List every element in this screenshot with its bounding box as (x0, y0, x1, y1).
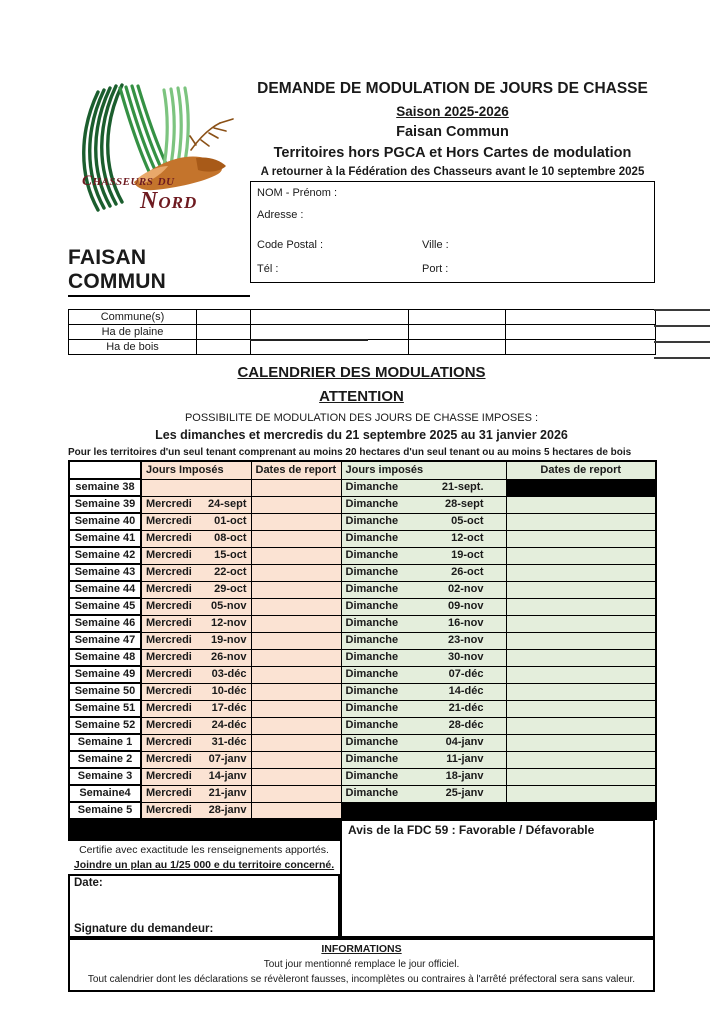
address-field-label: Adresse : (257, 209, 304, 221)
calendar-header-row (69, 461, 656, 479)
imposed-wednesday-cell (141, 513, 251, 530)
information-line-2: Tout calendrier dont les déclarations se révèleront fausses, incomplètes ou contraires à l'arrêté préfectoral sera sans valeur. (87, 974, 636, 985)
contact-box (250, 181, 655, 283)
table-row (69, 310, 656, 325)
day-date: 02-nov (448, 583, 484, 595)
calendar-row (69, 513, 656, 530)
calendar-table (68, 460, 657, 820)
calendar-row (69, 615, 656, 632)
date-signature-box (68, 874, 340, 938)
commune-cell (409, 310, 506, 325)
imposed-sunday-cell (341, 598, 506, 615)
report-sunday-cell (506, 564, 656, 581)
day-name: Dimanche (345, 736, 399, 748)
commune-cell (197, 310, 251, 325)
calendar-row (69, 649, 656, 666)
day-name: Dimanche (345, 549, 399, 561)
imposed-wednesday-cell (141, 700, 251, 717)
imposed-wednesday-cell (141, 581, 251, 598)
calendar-row (69, 547, 656, 564)
imposed-wednesday-cell (141, 547, 251, 564)
day-name: Dimanche (345, 787, 399, 799)
species-subtitle: Faisan Commun (396, 124, 509, 140)
possibility-line: POSSIBILITE DE MODULATION DES JOURS DE CHASSE IMPOSES : (184, 412, 539, 424)
imposed-days-header-sun: Jours imposés (341, 461, 506, 479)
day-name: Dimanche (345, 600, 399, 612)
report-sunday-cell (506, 751, 656, 768)
calendar-row (69, 768, 656, 785)
calendar-body (69, 479, 656, 819)
calendar-row (69, 530, 656, 547)
report-sunday-cell (506, 547, 656, 564)
logo-text-line1: Chasseurs du (82, 173, 175, 189)
imposed-wednesday-cell (141, 768, 251, 785)
report-wednesday-cell (251, 700, 341, 717)
week-cell: Semaine4 (69, 785, 141, 802)
calendar-row (69, 479, 656, 496)
report-sunday-cell (506, 581, 656, 598)
day-date: 09-nov (448, 600, 484, 612)
day-date: 22-oct (214, 566, 247, 578)
imposed-sunday-cell (341, 632, 506, 649)
report-sunday-cell (506, 785, 656, 802)
report-wednesday-cell (251, 734, 341, 751)
imposed-wednesday-cell (141, 564, 251, 581)
name-field-label: NOM - Prénom : (257, 187, 338, 199)
day-date: 07-déc (448, 668, 484, 680)
commune-cell (506, 310, 656, 325)
imposed-sunday-cell (341, 683, 506, 700)
day-name: Dimanche (345, 532, 399, 544)
day-name: Mercredi (146, 515, 192, 527)
day-name: Dimanche (345, 498, 399, 510)
report-wednesday-cell (251, 615, 341, 632)
table-row (69, 340, 656, 355)
day-date: 15-oct (214, 549, 247, 561)
signature-label: Signature du demandeur: (74, 923, 214, 935)
day-date: 19-oct (451, 549, 484, 561)
day-date: 14-déc (448, 685, 484, 697)
report-wednesday-cell (251, 632, 341, 649)
ha-bois-row-label: Ha de bois (69, 340, 197, 355)
day-name: Dimanche (345, 702, 399, 714)
imposed-sunday-cell (341, 513, 506, 530)
day-date: 08-oct (214, 532, 247, 544)
day-date: 24-déc (211, 719, 247, 731)
bottom-section (68, 820, 655, 938)
territory-subtitle: Territoires hors PGCA et Hors Cartes de modulation (273, 145, 632, 161)
return-note: A retourner à la Fédération des Chasseurs avant le 10 septembre 2025 (260, 166, 645, 178)
day-name: Dimanche (345, 770, 399, 782)
day-name: Dimanche (345, 719, 399, 731)
day-date: 25-janv (445, 787, 484, 799)
report-wednesday-cell (251, 768, 341, 785)
ha-bois-cell (506, 340, 656, 355)
day-date: 30-nov (448, 651, 484, 663)
season-subtitle: Saison 2025-2026 (396, 104, 509, 119)
join-plan-statement: Joindre un plan au 1/25 000 e du territoire concerné. (73, 859, 335, 871)
informations-title: INFORMATIONS (321, 943, 402, 955)
report-wednesday-cell (251, 751, 341, 768)
scan-line-artifact (654, 325, 710, 327)
day-name: Dimanche (345, 634, 399, 646)
week-cell: Semaine 2 (69, 751, 141, 768)
report-sunday-cell (506, 496, 656, 513)
day-name: Dimanche (345, 566, 399, 578)
week-cell: Semaine 51 (69, 700, 141, 717)
day-name: Mercredi (146, 685, 192, 697)
day-date: 18-janv (445, 770, 484, 782)
day-name: Dimanche (345, 685, 399, 697)
imposed-wednesday-cell (141, 734, 251, 751)
ha-plaine-row-label: Ha de plaine (69, 325, 197, 340)
calendar-row (69, 717, 656, 734)
day-date: 21-sept. (441, 481, 484, 493)
report-wednesday-cell (251, 598, 341, 615)
day-name: Mercredi (146, 719, 192, 731)
imposed-sunday-cell (341, 751, 506, 768)
document-title: DEMANDE DE MODULATION DE JOURS DE CHASSE (257, 80, 648, 97)
imposed-sunday-cell (341, 479, 506, 496)
day-name: Dimanche (345, 668, 399, 680)
day-date: 24-sept (207, 498, 247, 510)
informations-box (68, 938, 655, 992)
day-date: 01-oct (214, 515, 247, 527)
week-cell: Semaine 3 (69, 768, 141, 785)
condition-line: Pour les territoires d'un seul tenant comprenant au moins 20 hectares d'un seul tenant ou au moins 5 hectares de bois (68, 447, 632, 458)
week-cell: Semaine 40 (69, 513, 141, 530)
ha-plaine-cell (506, 325, 656, 340)
week-cell: Semaine 49 (69, 666, 141, 683)
calendar-row (69, 802, 656, 819)
day-date: 23-nov (448, 634, 484, 646)
day-date: 17-déc (211, 702, 247, 714)
imposed-sunday-cell (341, 768, 506, 785)
report-wednesday-cell (251, 564, 341, 581)
imposed-sunday-cell (341, 581, 506, 598)
scan-line-artifact (654, 309, 710, 311)
report-wednesday-cell (251, 547, 341, 564)
report-sunday-cell (506, 768, 656, 785)
day-date: 21-déc (448, 702, 484, 714)
imposed-wednesday-cell (141, 479, 251, 496)
week-cell: semaine 38 (69, 479, 141, 496)
postal-code-field-label: Code Postal : (257, 239, 324, 251)
report-wednesday-cell (251, 649, 341, 666)
header (68, 78, 655, 297)
report-wednesday-cell (251, 683, 341, 700)
scan-line-artifact (654, 357, 710, 359)
day-date: 31-déc (211, 736, 247, 748)
imposed-wednesday-cell (141, 615, 251, 632)
report-wednesday-cell (251, 513, 341, 530)
day-date: 16-nov (448, 617, 484, 629)
imposed-sunday-cell (341, 564, 506, 581)
report-wednesday-cell (251, 496, 341, 513)
fdc-opinion-text: Avis de la FDC 59 : Favorable / Défavorable (348, 823, 595, 837)
territory-table (68, 309, 656, 355)
week-cell: Semaine 50 (69, 683, 141, 700)
report-wednesday-cell (251, 717, 341, 734)
week-cell: Semaine 48 (69, 649, 141, 666)
report-sunday-cell (506, 479, 656, 496)
imposed-wednesday-cell (141, 649, 251, 666)
day-date: 03-déc (211, 668, 247, 680)
day-name: Mercredi (146, 498, 192, 510)
week-cell: Semaine 47 (69, 632, 141, 649)
report-sunday-cell (506, 530, 656, 547)
imposed-sunday-cell (341, 785, 506, 802)
report-wednesday-cell (251, 581, 341, 598)
report-sunday-cell (506, 717, 656, 734)
day-date: 12-oct (451, 532, 484, 544)
report-sunday-cell (506, 683, 656, 700)
week-cell: Semaine 46 (69, 615, 141, 632)
imposed-sunday-cell (341, 547, 506, 564)
week-cell: Semaine 39 (69, 496, 141, 513)
report-sunday-cell (506, 632, 656, 649)
day-name: Dimanche (345, 481, 399, 493)
day-name: Mercredi (146, 736, 192, 748)
calendar-row (69, 598, 656, 615)
calendar-title: CALENDRIER DES MODULATIONS (237, 364, 486, 381)
day-name: Dimanche (345, 617, 399, 629)
day-name: Mercredi (146, 532, 192, 544)
day-name: Mercredi (146, 617, 192, 629)
imposed-sunday-cell (341, 496, 506, 513)
report-wednesday-cell (251, 666, 341, 683)
day-name: Dimanche (345, 515, 399, 527)
imposed-sunday-cell (341, 649, 506, 666)
city-field-label: Ville : (422, 239, 449, 251)
day-date: 05-nov (211, 600, 247, 612)
calendar-row (69, 683, 656, 700)
day-date: 28-déc (448, 719, 484, 731)
day-name: Mercredi (146, 770, 192, 782)
imposed-wednesday-cell (141, 717, 251, 734)
calendar-row (69, 751, 656, 768)
ha-bois-cell (409, 340, 506, 355)
day-date: 29-oct (214, 583, 247, 595)
day-date: 05-oct (451, 515, 484, 527)
week-column-header (69, 461, 141, 479)
day-date: 14-janv (208, 770, 247, 782)
imposed-wednesday-cell (141, 802, 251, 819)
logo-text-line2: Nord (140, 188, 198, 214)
phone-field-label: Tél : (257, 263, 279, 275)
imposed-wednesday-cell (141, 530, 251, 547)
report-sunday-cell (506, 734, 656, 751)
day-date: 04-janv (445, 736, 484, 748)
report-wednesday-cell (251, 530, 341, 547)
mobile-field-label: Port : (422, 263, 449, 275)
imposed-sunday-cell (341, 734, 506, 751)
day-date: 12-nov (211, 617, 247, 629)
report-dates-header-sun: Dates de report (506, 461, 656, 479)
imposed-sunday-cell (341, 666, 506, 683)
day-date: 19-nov (211, 634, 247, 646)
report-sunday-cell (506, 649, 656, 666)
calendar-row (69, 666, 656, 683)
imposed-sunday-cell (341, 615, 506, 632)
calendar-row (69, 700, 656, 717)
day-name: Dimanche (345, 753, 399, 765)
ha-plaine-cell (251, 325, 409, 340)
territory-table-wrap (68, 309, 655, 355)
day-date: 07-janv (208, 753, 247, 765)
day-name: Mercredi (146, 702, 192, 714)
day-name: Mercredi (146, 651, 192, 663)
report-sunday-cell (506, 802, 656, 819)
date-label: Date: (74, 877, 103, 889)
calendar-row (69, 496, 656, 513)
imposed-days-header-wed: Jours Imposés (141, 461, 251, 479)
calendar-row (69, 564, 656, 581)
species-title: FAISAN COMMUN (68, 246, 250, 297)
fdc-opinion-box (340, 820, 655, 938)
imposed-wednesday-cell (141, 598, 251, 615)
ha-bois-cell (197, 340, 251, 355)
day-name: Dimanche (345, 583, 399, 595)
calendar-row (69, 785, 656, 802)
calendar-row (69, 632, 656, 649)
day-date: 28-janv (208, 803, 247, 816)
imposed-wednesday-cell (141, 666, 251, 683)
week-cell: Semaine 42 (69, 547, 141, 564)
imposed-sunday-cell (341, 530, 506, 547)
day-name: Mercredi (146, 549, 192, 561)
certify-statement: Certifie avec exactitude les renseignements apportés. (79, 844, 329, 856)
scan-line-artifact (654, 341, 710, 343)
report-sunday-cell (506, 700, 656, 717)
report-wednesday-cell (251, 802, 341, 819)
table-row (69, 325, 656, 340)
report-wednesday-cell (251, 785, 341, 802)
commune-row-label: Commune(s) (69, 310, 197, 325)
day-name: Mercredi (146, 583, 192, 595)
report-sunday-cell (506, 666, 656, 683)
report-wednesday-cell (251, 479, 341, 496)
day-date: 11-janv (446, 753, 484, 765)
day-name: Mercredi (146, 634, 192, 646)
imposed-sunday-cell (341, 700, 506, 717)
day-date: 10-déc (211, 685, 247, 697)
day-name: Dimanche (345, 651, 399, 663)
week-cell: Semaine 5 (69, 802, 141, 819)
day-date: 21-janv (208, 787, 247, 799)
period-line: Les dimanches et mercredis du 21 septembre 2025 au 31 janvier 2026 (155, 428, 568, 442)
report-sunday-cell (506, 615, 656, 632)
week-cell: Semaine 44 (69, 581, 141, 598)
ha-plaine-cell (197, 325, 251, 340)
day-name: Mercredi (146, 787, 192, 799)
calendar-row (69, 581, 656, 598)
week-cell: Semaine 43 (69, 564, 141, 581)
imposed-wednesday-cell (141, 632, 251, 649)
stray-mark (250, 339, 368, 341)
week-cell: Semaine 1 (69, 734, 141, 751)
ha-plaine-cell (409, 325, 506, 340)
black-filler-bar (68, 820, 340, 841)
day-name: Mercredi (146, 566, 192, 578)
week-cell: Semaine 45 (69, 598, 141, 615)
chasseurs-du-nord-logo (68, 78, 243, 220)
imposed-wednesday-cell (141, 683, 251, 700)
report-sunday-cell (506, 513, 656, 530)
day-name: Mercredi (146, 803, 192, 816)
day-name: Mercredi (146, 668, 192, 680)
ha-bois-cell (251, 340, 409, 355)
imposed-wednesday-cell (141, 496, 251, 513)
commune-cell (251, 310, 409, 325)
imposed-sunday-cell (341, 717, 506, 734)
report-dates-header-wed: Dates de report (251, 461, 341, 479)
imposed-wednesday-cell (141, 785, 251, 802)
day-date: 28-sept (444, 498, 484, 510)
imposed-sunday-cell (341, 802, 506, 819)
day-name: Mercredi (146, 753, 192, 765)
week-cell: Semaine 41 (69, 530, 141, 547)
day-name: Mercredi (146, 600, 192, 612)
report-sunday-cell (506, 598, 656, 615)
week-cell: Semaine 52 (69, 717, 141, 734)
day-date: 26-oct (451, 566, 484, 578)
information-line-1: Tout jour mentionné remplace le jour officiel. (263, 959, 460, 970)
attention-title: ATTENTION (319, 388, 404, 405)
day-date: 26-nov (211, 651, 247, 663)
calendar-row (69, 734, 656, 751)
imposed-wednesday-cell (141, 751, 251, 768)
